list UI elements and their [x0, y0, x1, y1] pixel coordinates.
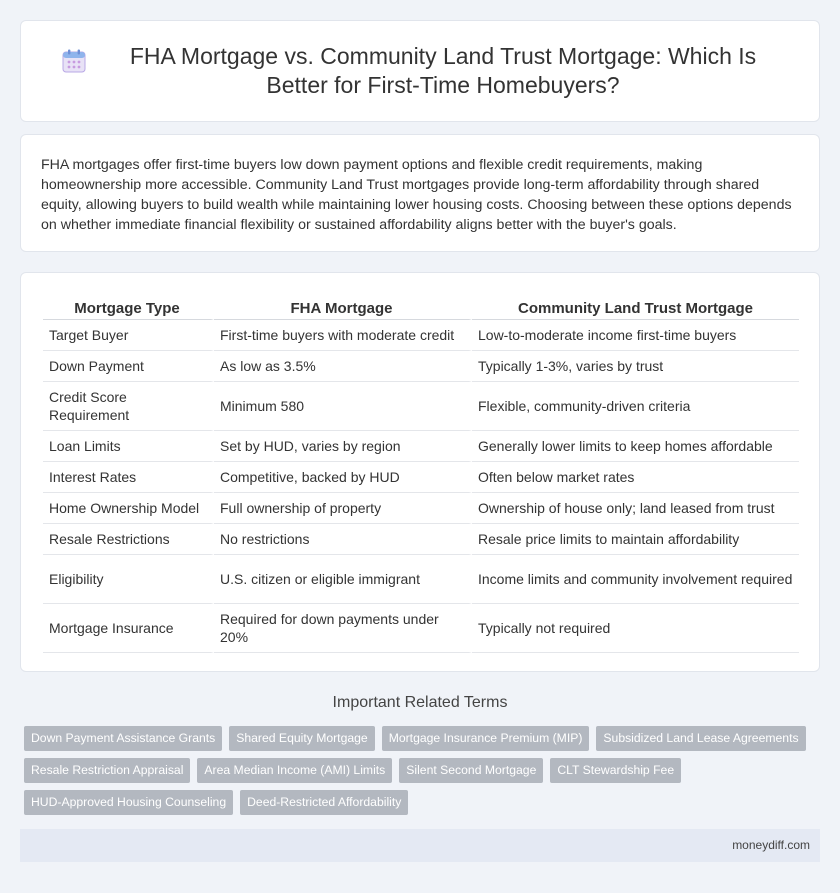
header-mortgage-type: Mortgage Type	[43, 293, 214, 320]
fha-cell: As low as 3.5%	[214, 351, 472, 382]
intro-paragraph: FHA mortgages offer first-time buyers low down payment options and flexible credit requirements, making homeownership more accessible. Community Land Trust mortgages provide long-term affordability through shared equity, allowing buyers to build wealth while maintaining lower housing costs. Choosing between these options depends on whether immediate financial flexibility or sustained affordability aligns better with the buyer's goals.	[41, 157, 792, 233]
related-term-tag[interactable]: Deed-Restricted Affordability	[240, 790, 408, 815]
related-term-tag[interactable]: Shared Equity Mortgage	[229, 726, 374, 751]
comparison-table	[43, 293, 799, 653]
clt-cell: Income limits and community involvement required	[472, 555, 799, 604]
clt-cell: Resale price limits to maintain affordability	[472, 524, 799, 555]
table-row	[43, 524, 799, 555]
footer	[20, 829, 820, 862]
row-label: Loan Limits	[43, 431, 214, 462]
related-term-tag[interactable]: Silent Second Mortgage	[399, 758, 543, 783]
row-label: Mortgage Insurance	[43, 604, 214, 653]
fha-cell: Minimum 580	[214, 382, 472, 431]
page-title: FHA Mortgage vs. Community Land Trust Mortgage: Which Is Better for First-Time Homebuyers?	[129, 43, 757, 98]
table-row	[43, 351, 799, 382]
footer-site-link[interactable]: moneydiff.com	[732, 838, 810, 852]
comparison-card	[20, 272, 820, 672]
calendar-icon	[61, 48, 87, 74]
clt-cell: Low-to-moderate income first-time buyers	[472, 320, 799, 351]
table-row	[43, 555, 799, 604]
clt-cell: Typically not required	[472, 604, 799, 653]
clt-cell: Ownership of house only; land leased from trust	[472, 493, 799, 524]
clt-cell: Often below market rates	[472, 462, 799, 493]
row-label: Home Ownership Model	[43, 493, 214, 524]
table-row	[43, 604, 799, 653]
table-row	[43, 462, 799, 493]
related-term-tag[interactable]: Subsidized Land Lease Agreements	[596, 726, 805, 751]
clt-cell: Typically 1-3%, varies by trust	[472, 351, 799, 382]
related-term-tag[interactable]: Mortgage Insurance Premium (MIP)	[382, 726, 590, 751]
fha-cell: Full ownership of property	[214, 493, 472, 524]
clt-cell: Flexible, community-driven criteria	[472, 382, 799, 431]
row-label: Credit Score Requirement	[43, 382, 214, 431]
row-label: Eligibility	[43, 555, 214, 604]
row-label: Down Payment	[43, 351, 214, 382]
related-terms-list	[24, 726, 824, 822]
related-term-tag[interactable]: Area Median Income (AMI) Limits	[197, 758, 392, 783]
fha-cell: No restrictions	[214, 524, 472, 555]
related-terms-title: Important Related Terms	[332, 694, 508, 711]
row-label: Target Buyer	[43, 320, 214, 351]
row-label: Interest Rates	[43, 462, 214, 493]
fha-cell: Competitive, backed by HUD	[214, 462, 472, 493]
fha-cell: Required for down payments under 20%	[214, 604, 472, 653]
related-term-tag[interactable]: HUD-Approved Housing Counseling	[24, 790, 233, 815]
header-clt: Community Land Trust Mortgage	[472, 293, 799, 320]
related-term-tag[interactable]: Down Payment Assistance Grants	[24, 726, 222, 751]
fha-cell: U.S. citizen or eligible immigrant	[214, 555, 472, 604]
row-label: Resale Restrictions	[43, 524, 214, 555]
related-term-tag[interactable]: CLT Stewardship Fee	[550, 758, 681, 783]
header-fha: FHA Mortgage	[214, 293, 472, 320]
table-row	[43, 382, 799, 431]
intro-card	[20, 134, 820, 252]
related-term-tag[interactable]: Resale Restriction Appraisal	[24, 758, 190, 783]
fha-cell: Set by HUD, varies by region	[214, 431, 472, 462]
fha-cell: First-time buyers with moderate credit	[214, 320, 472, 351]
title-card	[20, 20, 820, 122]
title-wrap	[21, 21, 819, 121]
table-row	[43, 320, 799, 351]
table-row	[43, 431, 799, 462]
table-row	[43, 493, 799, 524]
clt-cell: Generally lower limits to keep homes affordable	[472, 431, 799, 462]
table-header-row	[43, 293, 799, 320]
